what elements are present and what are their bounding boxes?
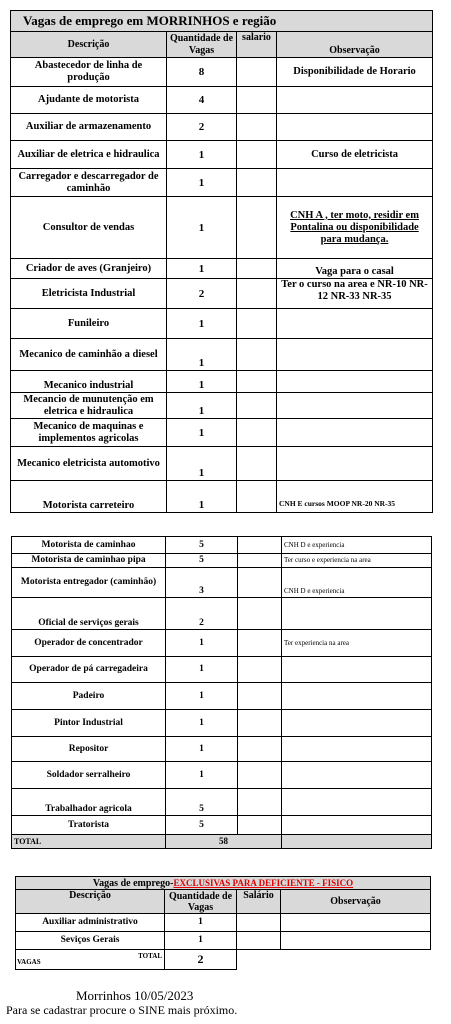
job-quantity: 1 bbox=[167, 481, 237, 513]
header-observation: Observação bbox=[281, 890, 431, 914]
job-description: Ajudante de motorista bbox=[11, 87, 167, 114]
total-label: TOTAL bbox=[138, 952, 162, 960]
job-observation bbox=[282, 710, 432, 737]
footer-message: Para se cadastrar procure o SINE mais próximo. bbox=[6, 1003, 238, 1017]
job-description: Oficial de serviços gerais bbox=[12, 598, 166, 630]
disability-title bbox=[16, 877, 431, 890]
table-row bbox=[12, 762, 432, 789]
job-description: Operador de pá carregadeira bbox=[12, 657, 166, 683]
job-observation: CNH D e experiencia bbox=[282, 537, 432, 554]
job-quantity: 5 bbox=[166, 554, 238, 568]
table-row bbox=[12, 568, 432, 598]
table-row bbox=[11, 371, 433, 393]
table-row bbox=[12, 598, 432, 630]
job-salary bbox=[237, 197, 277, 259]
table-row bbox=[11, 197, 433, 259]
job-quantity: 1 bbox=[167, 339, 237, 371]
disability-title-exclusive: EXCLUSIVAS PARA DEFICIENTE - FISICO bbox=[173, 877, 354, 888]
job-description: Mecanico de maquinas e implementos agricolas bbox=[11, 419, 167, 447]
job-description: Repositor bbox=[12, 737, 166, 762]
job-salary bbox=[238, 683, 282, 710]
table-row bbox=[12, 630, 432, 657]
disability-title-row bbox=[16, 877, 431, 890]
job-observation bbox=[282, 762, 432, 789]
job-description: Motorista entregador (caminhão) bbox=[12, 568, 166, 598]
job-salary bbox=[238, 554, 282, 568]
total-label: TOTAL bbox=[12, 835, 166, 849]
footer-date: Morrinhos 10/05/2023 bbox=[76, 988, 194, 1003]
job-observation bbox=[282, 683, 432, 710]
job-salary bbox=[238, 762, 282, 789]
disability-title-prefix: Vagas de emprego- bbox=[92, 877, 174, 889]
disability-total-label-cell bbox=[16, 950, 165, 970]
job-description: Abastecedor de linha de produção bbox=[11, 58, 167, 87]
job-description: Auxiliar administrativo bbox=[16, 914, 165, 932]
job-quantity: 3 bbox=[166, 568, 238, 598]
job-salary bbox=[238, 816, 282, 835]
job-salary bbox=[238, 537, 282, 554]
job-observation bbox=[281, 932, 431, 950]
job-observation bbox=[282, 737, 432, 762]
job-salary bbox=[238, 789, 282, 816]
job-description: Carregador e descarregador de caminhão bbox=[11, 169, 167, 197]
job-quantity: 1 bbox=[167, 141, 237, 169]
job-observation bbox=[277, 339, 433, 371]
job-salary bbox=[237, 141, 277, 169]
job-salary bbox=[237, 371, 277, 393]
table-row bbox=[12, 657, 432, 683]
job-observation bbox=[282, 816, 432, 835]
job-description: Criador de aves (Granjeiro) bbox=[11, 259, 167, 279]
total-row bbox=[12, 835, 432, 849]
job-salary bbox=[237, 87, 277, 114]
table-row bbox=[11, 169, 433, 197]
total-empty-cell bbox=[282, 835, 432, 849]
job-description: Funileiro bbox=[11, 309, 167, 339]
job-observation bbox=[282, 789, 432, 816]
table-row bbox=[11, 309, 433, 339]
disability-header-row bbox=[16, 890, 431, 914]
job-quantity: 1 bbox=[166, 657, 238, 683]
job-description: Operador de concentrador bbox=[12, 630, 166, 657]
table-title-row bbox=[11, 11, 433, 32]
table-row bbox=[12, 737, 432, 762]
disability-vacancies-table bbox=[15, 876, 431, 970]
job-observation: Curso de eletricista bbox=[277, 141, 433, 169]
job-description: Motorista de caminhao pipa bbox=[12, 554, 166, 568]
job-observation: Ter experiencia na area bbox=[282, 630, 432, 657]
header-description: Descrição bbox=[16, 890, 165, 914]
table-row bbox=[12, 789, 432, 816]
job-salary bbox=[237, 393, 277, 419]
job-quantity: 1 bbox=[166, 710, 238, 737]
job-quantity: 1 bbox=[167, 309, 237, 339]
job-description: Pintor Industrial bbox=[12, 710, 166, 737]
table-row bbox=[11, 87, 433, 114]
job-description: Tratorista bbox=[12, 816, 166, 835]
disability-total-row bbox=[16, 950, 431, 970]
header-salary: Salário bbox=[237, 890, 281, 914]
job-description: Mecanico de caminhão a diesel bbox=[11, 339, 167, 371]
job-salary bbox=[237, 309, 277, 339]
job-observation bbox=[277, 87, 433, 114]
job-observation bbox=[277, 419, 433, 447]
job-observation bbox=[277, 114, 433, 141]
job-description: Soldador serralheiro bbox=[12, 762, 166, 789]
job-description: Motorista de caminhao bbox=[12, 537, 166, 554]
job-quantity: 1 bbox=[167, 259, 237, 279]
job-observation: CNH D e experiencia bbox=[282, 568, 432, 598]
table-row bbox=[11, 141, 433, 169]
job-observation bbox=[282, 598, 432, 630]
job-salary bbox=[238, 630, 282, 657]
job-description: Consultor de vendas bbox=[11, 197, 167, 259]
job-salary bbox=[237, 58, 277, 87]
vacancies-table-continued bbox=[11, 536, 432, 849]
table-row bbox=[11, 419, 433, 447]
table-row bbox=[11, 58, 433, 87]
job-salary bbox=[238, 598, 282, 630]
vacancies-table bbox=[10, 10, 433, 513]
job-quantity: 1 bbox=[166, 683, 238, 710]
disability-total-value: 2 bbox=[165, 950, 237, 970]
job-quantity: 1 bbox=[167, 371, 237, 393]
job-salary bbox=[238, 657, 282, 683]
table-title: Vagas de emprego em MORRINHOS e região bbox=[11, 11, 433, 32]
job-quantity: 5 bbox=[166, 537, 238, 554]
job-quantity: 1 bbox=[167, 447, 237, 481]
job-quantity: 1 bbox=[165, 914, 237, 932]
job-salary bbox=[237, 279, 277, 309]
header-salary: salario bbox=[237, 32, 277, 58]
table-row bbox=[16, 932, 431, 950]
job-quantity: 2 bbox=[167, 279, 237, 309]
table-row bbox=[11, 259, 433, 279]
job-description: Motorista carreteiro bbox=[11, 481, 167, 513]
job-observation bbox=[282, 657, 432, 683]
job-quantity: 1 bbox=[166, 762, 238, 789]
table-row bbox=[12, 710, 432, 737]
header-quantity: Quantidade de Vagas bbox=[167, 32, 237, 58]
job-description: Padeiro bbox=[12, 683, 166, 710]
job-salary bbox=[237, 481, 277, 513]
job-observation: Ter o curso na area e NR-10 NR-12 NR-33 NR-35 bbox=[277, 279, 433, 309]
table-row bbox=[11, 481, 433, 513]
job-quantity: 2 bbox=[166, 598, 238, 630]
job-salary bbox=[237, 914, 281, 932]
table-row bbox=[16, 914, 431, 932]
disability-total-empty bbox=[237, 950, 281, 970]
job-quantity: 1 bbox=[165, 932, 237, 950]
job-observation bbox=[277, 309, 433, 339]
job-description: Mecancio de munutenção em eletrica e hidraulica bbox=[11, 393, 167, 419]
job-observation: Disponibilidade de Horario bbox=[277, 58, 433, 87]
job-observation bbox=[281, 914, 431, 932]
job-description: Mecanico industrial bbox=[11, 371, 167, 393]
job-description: Trabalhador agricola bbox=[12, 789, 166, 816]
job-salary bbox=[237, 114, 277, 141]
table-row bbox=[12, 816, 432, 835]
header-description: Descrição bbox=[11, 32, 167, 58]
job-description: Eletricista Industrial bbox=[11, 279, 167, 309]
job-salary bbox=[238, 568, 282, 598]
table-row bbox=[12, 554, 432, 568]
job-salary bbox=[237, 339, 277, 371]
job-quantity: 8 bbox=[167, 58, 237, 87]
job-observation bbox=[277, 169, 433, 197]
job-description: Auxiliar de eletrica e hidraulica bbox=[11, 141, 167, 169]
job-observation: CNH A , ter moto, residir em Pontalina ou disponibilidade para mudança. bbox=[277, 197, 433, 259]
table-row bbox=[12, 537, 432, 554]
job-description: Seviços Gerais bbox=[16, 932, 165, 950]
job-description: Mecanico eletricista automotivo bbox=[11, 447, 167, 481]
table-header-row bbox=[11, 32, 433, 58]
job-quantity: 1 bbox=[167, 419, 237, 447]
job-salary bbox=[237, 259, 277, 279]
table-row bbox=[12, 683, 432, 710]
job-quantity: 1 bbox=[166, 737, 238, 762]
header-quantity: Quantidade de Vagas bbox=[165, 890, 237, 914]
vagas-label: VAGAS bbox=[17, 958, 41, 966]
job-quantity: 4 bbox=[167, 87, 237, 114]
total-value: 58 bbox=[166, 835, 282, 849]
job-salary bbox=[237, 419, 277, 447]
job-quantity: 2 bbox=[167, 114, 237, 141]
table-row bbox=[11, 279, 433, 309]
job-salary bbox=[237, 932, 281, 950]
job-quantity: 5 bbox=[166, 789, 238, 816]
job-observation bbox=[277, 447, 433, 481]
job-quantity: 1 bbox=[167, 197, 237, 259]
table-row bbox=[11, 393, 433, 419]
job-observation bbox=[277, 371, 433, 393]
table-row bbox=[11, 447, 433, 481]
job-observation: Ter curso e experiencia na area bbox=[282, 554, 432, 568]
job-salary bbox=[238, 710, 282, 737]
job-salary bbox=[238, 737, 282, 762]
job-quantity: 1 bbox=[167, 393, 237, 419]
job-observation: CNH E cursos MOOP NR-20 NR-35 bbox=[277, 481, 433, 513]
job-quantity: 5 bbox=[166, 816, 238, 835]
table-row bbox=[11, 339, 433, 371]
job-quantity: 1 bbox=[167, 169, 237, 197]
header-observation: Observação bbox=[277, 32, 433, 58]
job-description: Auxiliar de armazenamento bbox=[11, 114, 167, 141]
job-observation: Vaga para o casal bbox=[277, 259, 433, 279]
job-salary bbox=[237, 447, 277, 481]
disability-total-empty-2 bbox=[281, 950, 431, 970]
job-salary bbox=[237, 169, 277, 197]
job-quantity: 1 bbox=[166, 630, 238, 657]
table-row bbox=[11, 114, 433, 141]
job-observation bbox=[277, 393, 433, 419]
